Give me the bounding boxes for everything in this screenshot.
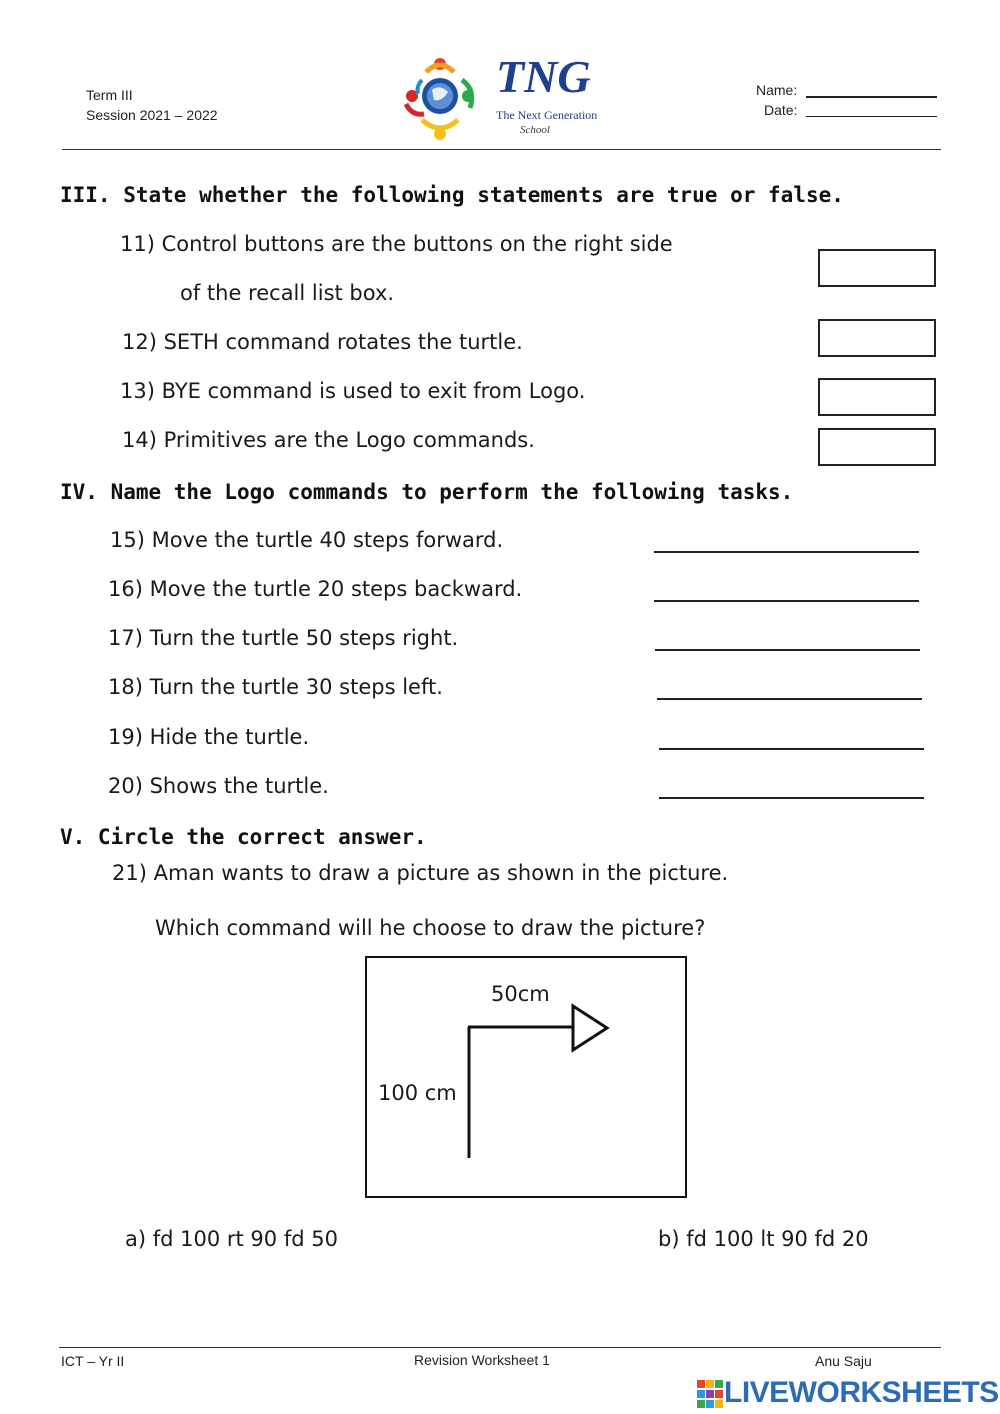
answer-box-q11[interactable] [818, 249, 936, 287]
answer-box-q14[interactable] [818, 428, 936, 466]
liveworksheets-logo-icon [697, 1380, 723, 1408]
logo-sub: School [520, 124, 550, 136]
q12-text: 12) SETH command rotates the turtle. [122, 330, 523, 354]
q20-text: 20) Shows the turtle. [108, 774, 329, 798]
answer-box-q12[interactable] [818, 319, 936, 357]
answer-line-q19[interactable] [659, 748, 924, 750]
footer-author: Anu Saju [815, 1353, 872, 1369]
footer-divider [59, 1347, 941, 1348]
answer-line-q15[interactable] [654, 551, 919, 553]
q19-text: 19) Hide the turtle. [108, 725, 310, 749]
watermark-text: LIVEWORKSHEETS [724, 1376, 999, 1409]
figure-label-100cm: 100 cm [378, 1081, 457, 1105]
date-field[interactable] [806, 116, 937, 117]
section5-heading: V. Circle the correct answer. [60, 825, 427, 849]
q18-text: 18) Turn the turtle 30 steps left. [108, 675, 443, 699]
school-logo [392, 50, 602, 150]
name-field[interactable] [806, 96, 937, 98]
date-label: Date: [764, 102, 798, 118]
footer-title: Revision Worksheet 1 [414, 1352, 550, 1368]
q17-text: 17) Turn the turtle 50 steps right. [108, 626, 459, 650]
q16-text: 16) Move the turtle 20 steps backward. [108, 577, 523, 601]
answer-box-q13[interactable] [818, 378, 936, 416]
logo-tagline: The Next Generation [496, 108, 598, 122]
q11-line1: 11) Control buttons are the buttons on the right side [120, 232, 673, 256]
q14-text: 14) Primitives are the Logo commands. [122, 428, 535, 452]
section4-heading: IV. Name the Logo commands to perform the following tasks. [60, 480, 794, 504]
q15-text: 15) Move the turtle 40 steps forward. [110, 528, 504, 552]
session-label: Session 2021 – 2022 [86, 107, 218, 123]
name-label: Name: [756, 82, 798, 98]
figure-label-50cm: 50cm [491, 982, 550, 1006]
footer-subject: ICT – Yr II [61, 1353, 125, 1369]
q11-line2: of the recall list box. [180, 281, 395, 305]
answer-line-q20[interactable] [659, 797, 924, 799]
header-divider [62, 149, 941, 150]
answer-line-q18[interactable] [657, 698, 922, 700]
q21-subtext: Which command will he choose to draw the picture? [155, 916, 706, 940]
option-a[interactable]: a) fd 100 rt 90 fd 50 [125, 1227, 338, 1251]
q13-text: 13) BYE command is used to exit from Logo. [120, 379, 586, 403]
q21-text: 21) Aman wants to draw a picture as shown in the picture. [112, 861, 729, 885]
term-label: Term III [86, 87, 133, 103]
answer-line-q16[interactable] [654, 600, 919, 602]
option-b[interactable]: b) fd 100 lt 90 fd 20 [658, 1227, 869, 1251]
turtle-figure [365, 956, 687, 1198]
answer-line-q17[interactable] [655, 649, 920, 651]
logo-brand: TNG [496, 51, 591, 102]
section3-heading: III. State whether the following statements are true or false. [60, 183, 844, 207]
turtle-triangle-icon [573, 1006, 607, 1050]
